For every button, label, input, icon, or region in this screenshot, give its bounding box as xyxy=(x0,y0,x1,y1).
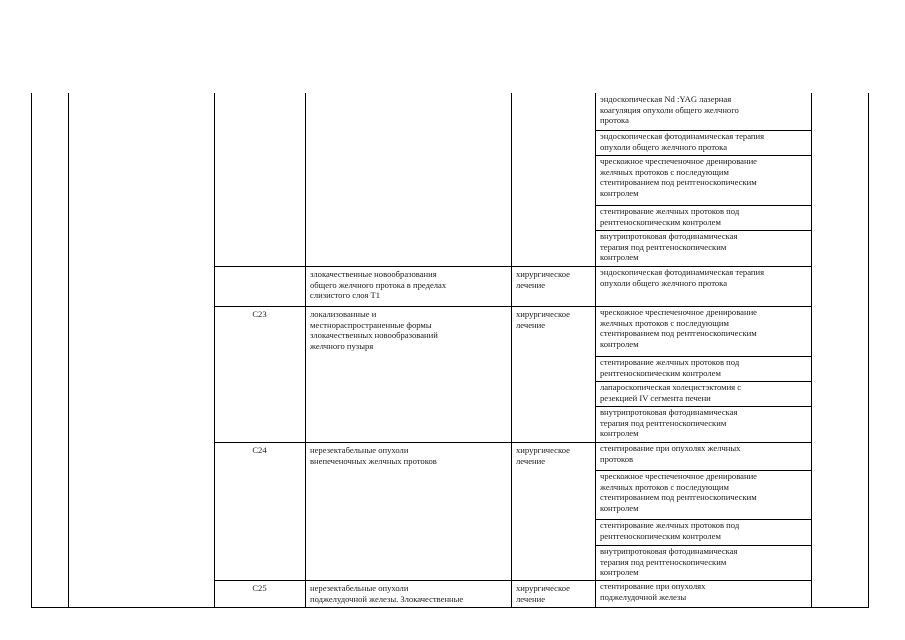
method-text: опухоли общего желчного протока xyxy=(600,141,728,152)
method-text: внутрипротоковая фотодинамическая xyxy=(600,546,738,556)
icd-code: C25 xyxy=(252,583,267,593)
method-text: стентированием под рентгеноскопическим xyxy=(600,492,757,503)
diagnosis-text: локализованные и xyxy=(310,309,377,319)
method-text: стентированием под рентгеноскопическим xyxy=(600,328,757,339)
method-text: желчных протоков с последующим xyxy=(600,166,729,177)
method-text: контролем xyxy=(600,428,639,439)
column-border-5 xyxy=(595,93,596,607)
method-text: стентирование при опухолях xyxy=(600,581,706,591)
method-text: стентирование желчных протоков под xyxy=(600,206,740,216)
method-text: терапия под рентгеноскопическим xyxy=(600,556,727,567)
icd-code: C24 xyxy=(252,445,267,455)
method-text: протока xyxy=(600,115,629,126)
treatment-type-text: лечение xyxy=(516,279,546,290)
method-text: желчных протоков с последующим xyxy=(600,481,729,492)
diagnosis-text: общего желчного протока в пределах xyxy=(310,279,447,290)
method-text: эндоскопическая Nd :YAG лазерная xyxy=(600,94,732,104)
method-text: эндоскопическая фотодинамическая терапия xyxy=(600,267,765,277)
diagnosis-text: нерезектабельные опухоли xyxy=(310,583,409,593)
method-text: эндоскопическая фотодинамическая терапия xyxy=(600,131,765,141)
diagnosis-text: злокачественных новообразований xyxy=(310,330,438,341)
method-text: контролем xyxy=(600,567,639,578)
method-text: контролем xyxy=(600,187,639,198)
method-text: коагуляция опухоли общего желчного xyxy=(600,104,739,115)
treatment-type-text: лечение xyxy=(516,319,546,330)
method-text: опухоли общего желчного протока xyxy=(600,277,728,288)
method-text: рентгеноскопическим контролем xyxy=(600,367,721,378)
method-text: протоков xyxy=(600,453,634,464)
treatment-type-text: хирургическое xyxy=(516,583,570,593)
method-text: чрескожное чреспеченочное дренирование xyxy=(600,471,757,481)
method-text: рентгеноскопическим контролем xyxy=(600,530,721,541)
column-border-7 xyxy=(868,93,869,607)
column-border-6 xyxy=(811,93,812,607)
method-text: чрескожное чреспеченочное дренирование xyxy=(600,156,757,166)
method-text: внутрипротоковая фотодинамическая xyxy=(600,407,738,417)
method-text: контролем xyxy=(600,338,639,349)
method-text: желчных протоков с последующим xyxy=(600,317,729,328)
method-text: контролем xyxy=(600,252,639,263)
column-border-2 xyxy=(214,93,215,607)
diagnosis-text: слизистого слоя T1 xyxy=(310,290,381,301)
column-border-0 xyxy=(31,93,32,607)
column-border-1 xyxy=(68,93,69,607)
method-text: стентирование желчных протоков под xyxy=(600,357,740,367)
method-text: стентирование при опухолях желчных xyxy=(600,443,741,453)
method-text: лапароскопическая холецистэктомия с xyxy=(600,382,742,392)
row-separator xyxy=(214,580,812,581)
method-text: контролем xyxy=(600,502,639,513)
treatment-type-text: хирургическое xyxy=(516,269,570,279)
table-bottom-border xyxy=(31,607,869,608)
method-text: стентирование желчных протоков под xyxy=(600,520,740,530)
method-text: терапия под рентгеноскопическим xyxy=(600,417,727,428)
diagnosis-text: местнораспространенные формы xyxy=(310,319,432,330)
diagnosis-text: нерезектабельные опухоли xyxy=(310,445,409,455)
treatment-type-text: хирургическое xyxy=(516,445,570,455)
method-text: резекцией IV сегмента печени xyxy=(600,392,711,403)
diagnosis-text: злокачественные новообразования xyxy=(310,269,437,279)
column-border-3 xyxy=(305,93,306,607)
method-text: терапия под рентгеноскопическим xyxy=(600,241,727,252)
treatment-type-text: лечение xyxy=(516,593,546,604)
method-text: поджелудочной железы xyxy=(600,591,687,602)
diagnosis-text: внепеченочных желчных протоков xyxy=(310,455,437,466)
method-text: рентгеноскопическим контролем xyxy=(600,216,721,227)
diagnosis-text: желчного пузыря xyxy=(310,340,374,351)
method-text: чрескожное чреспеченочное дренирование xyxy=(600,307,757,317)
diagnosis-text: поджелудочной железы. Злокачественные xyxy=(310,593,464,604)
treatment-type-text: лечение xyxy=(516,455,546,466)
icd-code: C23 xyxy=(252,309,267,319)
method-text: стентированием под рентгеноскопическим xyxy=(600,177,757,188)
column-border-4 xyxy=(511,93,512,607)
treatment-type-text: хирургическое xyxy=(516,309,570,319)
method-text: внутрипротоковая фотодинамическая xyxy=(600,231,738,241)
